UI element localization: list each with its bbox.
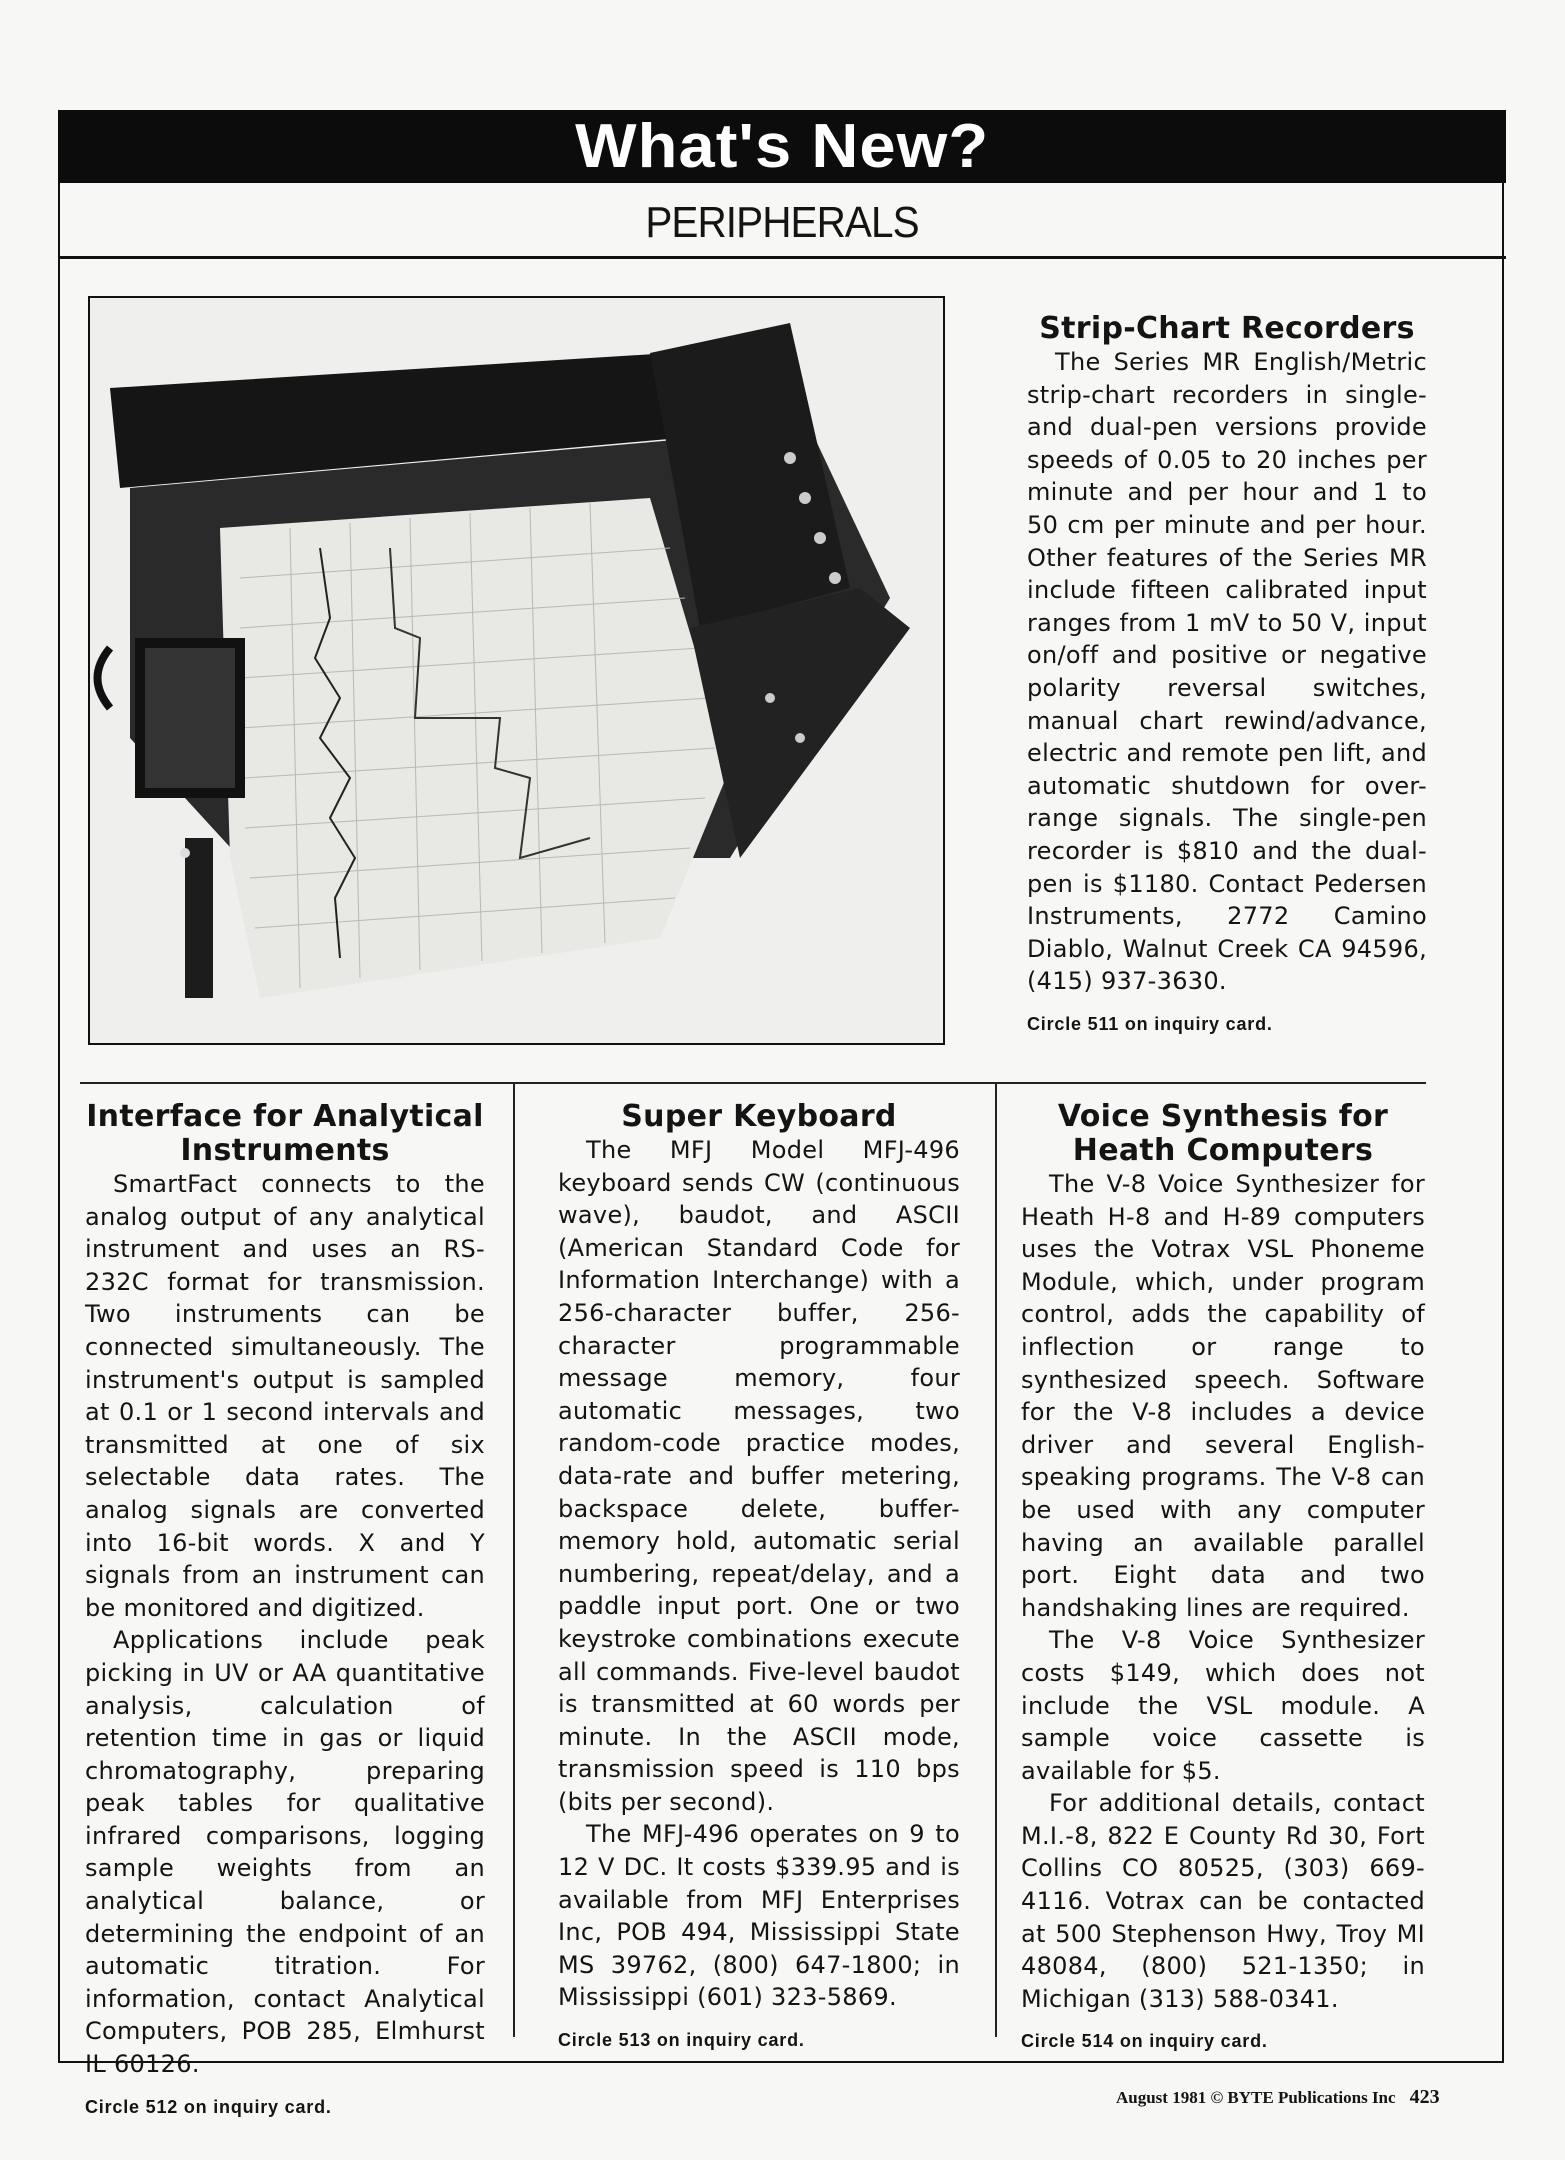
footer-credit: August 1981 © BYTE Publications Inc bbox=[1116, 2088, 1396, 2107]
divider bbox=[80, 1082, 1426, 1084]
page-footer bbox=[1116, 2086, 1440, 2109]
article-voice-synthesis bbox=[1021, 1100, 1425, 2058]
page-title: What's New? bbox=[574, 112, 990, 181]
article-body: The Series MR English/Metric strip-chart recorders in single- and dual-pen versions provide speeds of 0.05 to 20 inches per minute and per hour and 1 to 50 cm per minute and per hour. Other features of the Series MR include fifteen calibrated input ranges from 1 mV to 50 V, input on/off and positive or negative polarity reversal switches, manual chart rewind/advance, electric and remote pen lift, and automatic shutdown for over-range signals. The single-pen recorder is $810 and the dual-pen is $1180. Contact Pedersen Instruments, 2772 Camino Diablo, Walnut Creek CA 94596, (415) 937-3630. bbox=[1027, 348, 1427, 996]
article-body: For additional details, contact M.I.-8, 822 E County Rd 30, Fort Collins CO 80525, (303) 669-4116. Votrax can be contacted at 500 Stephenson Hwy, Troy MI 48084, (800) 521-1350; in Michigan (313) 588-0341. bbox=[1021, 1789, 1425, 2013]
article-super-keyboard bbox=[558, 1100, 960, 2057]
article-strip-chart-recorders bbox=[1027, 312, 1427, 1040]
article-interface-analytical-instruments bbox=[85, 1100, 485, 2123]
inquiry-note: Circle 513 on inquiry card. bbox=[558, 2030, 805, 2051]
article-title: Strip-Chart Recorders bbox=[1039, 311, 1415, 346]
inquiry-note: Circle 511 on inquiry card. bbox=[1027, 1013, 1273, 1034]
column-divider bbox=[995, 1082, 997, 2037]
inquiry-note: Circle 512 on inquiry card. bbox=[85, 2096, 332, 2117]
article-body: The MFJ Model MFJ-496 keyboard sends CW (continuous wave), baudot, and ASCII (American Standard Code for Information Interchange) with a 256-character buffer, 256-character programmable message memory, four automatic messages, two random-code practice modes, data-rate and buffer metering, backspace delete, buffer-memory hold, automatic serial numbering, repeat/delay, and a paddle input port. One or two keystroke combinations execute all commands. Five-level baudot is transmitted at 60 words per minute. In the ASCII mode, transmission speed is 110 bps (bits per second). bbox=[558, 1136, 960, 1816]
article-body: Applications include peak picking in UV or AA quantitative analysis, calculation of retention time in gas or liquid chromatography, preparing peak tables for qualitative infrared comparisons, logging sample weights from an analytical balance, or determining the endpoint of an automatic titration. For information, contact Analytical Computers, POB 285, Elmhurst IL 60126. bbox=[85, 1626, 485, 2079]
column-divider bbox=[513, 1082, 515, 2037]
article-body: The V-8 Voice Synthesizer costs $149, which does not include the VSL module. A sample voice cassette is available for $5. bbox=[1021, 1626, 1425, 1785]
inquiry-note: Circle 514 on inquiry card. bbox=[1021, 2031, 1268, 2052]
article-body: SmartFact connects to the analog output of any analytical instrument and uses an RS-232C format for transmission. Two instruments can be connected simultaneously. The instrument's output is sampled at 0.1 or 1 second intervals and transmitted at one of six selectable data rates. The analog signals are converted into 16-bit words. X and Y signals from an instrument can be monitored and digitized. bbox=[85, 1170, 485, 1622]
article-body: The V-8 Voice Synthesizer for Heath H-8 and H-89 computers uses the Votrax VSL Phoneme Module, which, under program control, adds the capability of inflection or range to synthesized speech. Software for the V-8 includes a device driver and several English-speaking programs. The V-8 can be used with any computer having an available parallel port. Eight data and two handshaking lines are required. bbox=[1021, 1170, 1425, 1622]
page-number: 423 bbox=[1409, 2086, 1440, 2108]
header-banner bbox=[58, 110, 1506, 183]
section-title: PERIPHERALS bbox=[645, 198, 919, 247]
article-title: Super Keyboard bbox=[621, 1099, 897, 1134]
article-body: The MFJ-496 operates on 9 to 12 V DC. It costs $339.95 and is available from MFJ Enterprises Inc, POB 494, Mississippi State MS 39762, (800) 647-1800; in Mississippi (601) 323-5869. bbox=[558, 1820, 960, 2012]
strip-chart-recorder-photo bbox=[88, 296, 945, 1045]
article-title: Voice Synthesis for Heath Computers bbox=[1057, 1099, 1389, 1168]
article-title: Interface for Analytical Instruments bbox=[86, 1099, 484, 1168]
divider bbox=[58, 256, 1506, 259]
